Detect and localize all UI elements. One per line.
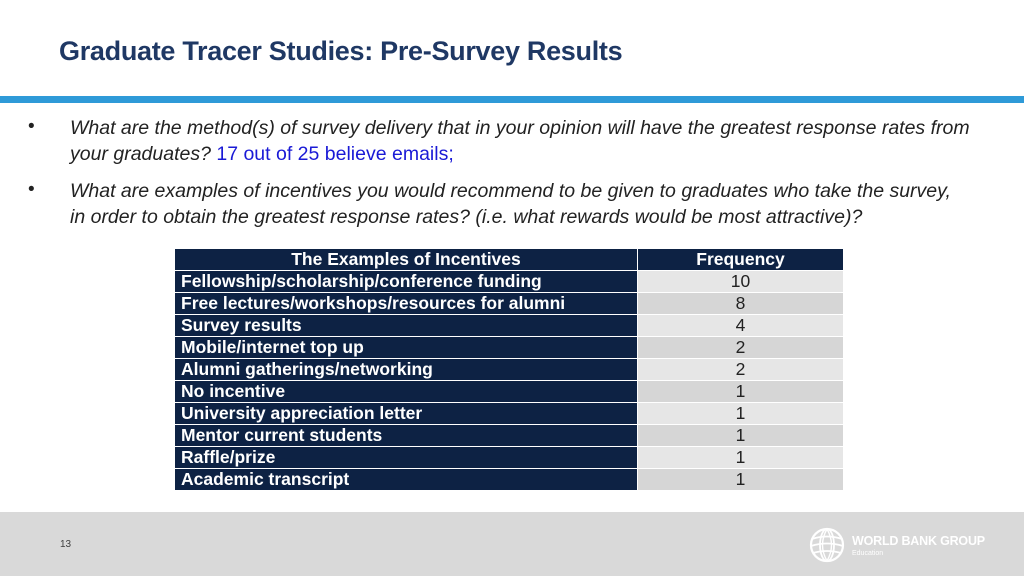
frequency-cell: 8 xyxy=(638,293,844,315)
slide-title: Graduate Tracer Studies: Pre-Survey Results xyxy=(59,36,623,66)
incentive-cell: Academic transcript xyxy=(175,469,638,491)
logo-name: WORLD BANK GROUP xyxy=(852,534,985,548)
incentive-cell: Alumni gatherings/networking xyxy=(175,359,638,381)
table-row xyxy=(175,447,844,469)
frequency-cell: 2 xyxy=(638,359,844,381)
answer-text: 17 out of 25 believe emails; xyxy=(216,142,454,165)
table-row xyxy=(175,381,844,403)
frequency-cell: 1 xyxy=(638,447,844,469)
table-row xyxy=(175,315,844,337)
column-header-frequency: Frequency xyxy=(638,249,844,271)
incentive-cell: No incentive xyxy=(175,381,638,403)
table-row xyxy=(175,359,844,381)
accent-bar xyxy=(0,96,1024,103)
frequency-cell: 1 xyxy=(638,425,844,447)
bullet-marker: • xyxy=(28,179,35,200)
table-row xyxy=(175,337,844,359)
question-text: What are the method(s) of survey delivery that in your opinion will have the greatest response rates from your graduates? xyxy=(70,117,970,165)
frequency-cell: 1 xyxy=(638,403,844,425)
bullet-marker: • xyxy=(28,116,35,137)
table-row xyxy=(175,271,844,293)
incentives-table xyxy=(174,248,844,491)
footer xyxy=(0,512,1024,576)
incentive-cell: Survey results xyxy=(175,315,638,337)
frequency-cell: 10 xyxy=(638,271,844,293)
world-bank-group-logo xyxy=(808,526,1008,566)
incentive-cell: Free lectures/workshops/resources for alumni xyxy=(175,293,638,315)
incentive-cell: Mobile/internet top up xyxy=(175,337,638,359)
column-header-incentive: The Examples of Incentives xyxy=(175,249,638,271)
incentive-cell: Fellowship/scholarship/conference funding xyxy=(175,271,638,293)
frequency-cell: 1 xyxy=(638,381,844,403)
question-text: What are examples of incentives you would recommend to be given to graduates who take the survey, in order to obtain the greatest response rates? (i.e. what rewards would be most attractive)? xyxy=(70,180,951,228)
frequency-cell: 2 xyxy=(638,337,844,359)
bullet-text xyxy=(70,179,970,230)
frequency-cell: 1 xyxy=(638,469,844,491)
table-row xyxy=(175,425,844,447)
page-number: 13 xyxy=(60,539,72,550)
bullet-text xyxy=(70,116,970,167)
frequency-cell: 4 xyxy=(638,315,844,337)
table-row xyxy=(175,403,844,425)
table-row xyxy=(175,469,844,491)
table-row xyxy=(175,293,844,315)
logo-subtitle: Education xyxy=(852,550,884,557)
incentive-cell: University appreciation letter xyxy=(175,403,638,425)
globe-icon xyxy=(808,526,846,564)
title-area xyxy=(0,0,1024,96)
table-header-row xyxy=(175,249,844,271)
incentive-cell: Mentor current students xyxy=(175,425,638,447)
incentive-cell: Raffle/prize xyxy=(175,447,638,469)
